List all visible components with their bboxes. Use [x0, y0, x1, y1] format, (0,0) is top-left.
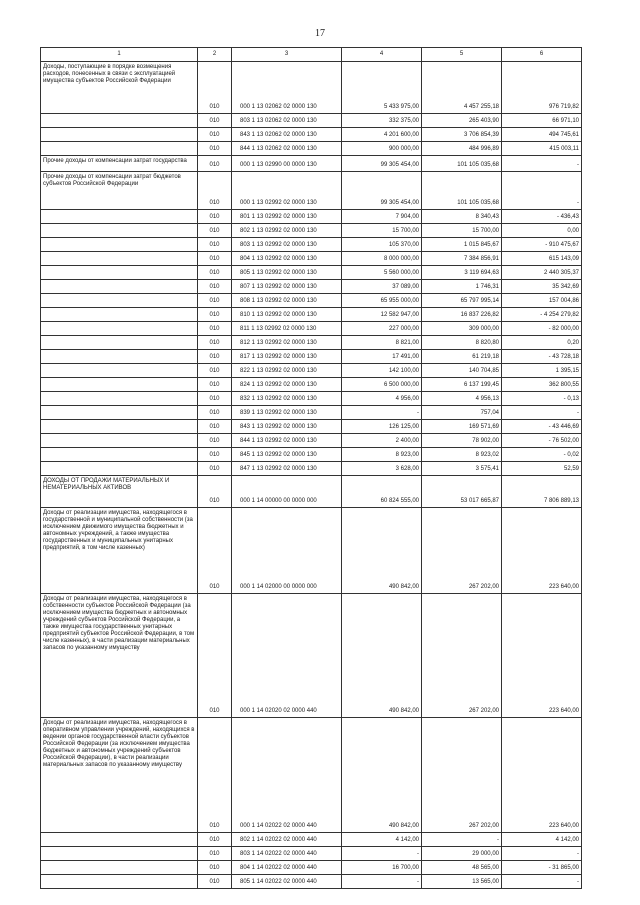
- row-approved: 17 491,00: [342, 350, 422, 364]
- row-approved: -: [342, 875, 422, 889]
- row-name: [41, 308, 198, 322]
- row-code: 010: [198, 462, 232, 476]
- row-unexecuted: 157 004,86: [502, 294, 582, 308]
- table-row: [41, 252, 582, 266]
- row-approved: 4 956,00: [342, 392, 422, 406]
- row-kbk: 000 1 14 02000 00 0000 000: [232, 508, 342, 594]
- row-name: [41, 847, 198, 861]
- row-kbk: 000 1 13 02990 00 0000 130: [232, 156, 342, 172]
- row-approved: 490 842,00: [342, 508, 422, 594]
- row-name: [41, 336, 198, 350]
- column-number-row: [41, 48, 582, 62]
- row-name: [41, 378, 198, 392]
- row-name: Прочие доходы от компенсации затрат бюджетов субъектов Российской Федерации: [41, 172, 198, 210]
- row-approved: 227 000,00: [342, 322, 422, 336]
- row-name: [41, 266, 198, 280]
- table-row: [41, 62, 582, 114]
- table-row: [41, 847, 582, 861]
- row-name: [41, 833, 198, 847]
- row-kbk: 000 1 13 02062 02 0000 130: [232, 62, 342, 114]
- row-code: 010: [198, 172, 232, 210]
- table-row: [41, 350, 582, 364]
- row-unexecuted: - 0,13: [502, 392, 582, 406]
- row-unexecuted: 223 640,00: [502, 718, 582, 833]
- row-executed: 757,04: [422, 406, 502, 420]
- row-code: 010: [198, 252, 232, 266]
- table-row: [41, 308, 582, 322]
- row-approved: 142 100,00: [342, 364, 422, 378]
- row-kbk: 843 1 13 02062 02 0000 130: [232, 128, 342, 142]
- page-number: 17: [315, 28, 325, 39]
- table-row: [41, 156, 582, 172]
- table-row: [41, 476, 582, 508]
- row-unexecuted: 415 003,11: [502, 142, 582, 156]
- row-kbk: 802 1 13 02992 02 0000 130: [232, 224, 342, 238]
- row-code: 010: [198, 594, 232, 718]
- row-kbk: 845 1 13 02992 02 0000 130: [232, 448, 342, 462]
- row-kbk: 000 1 14 02020 02 0000 440: [232, 594, 342, 718]
- table-row: [41, 434, 582, 448]
- row-name: [41, 392, 198, 406]
- row-unexecuted: 615 143,09: [502, 252, 582, 266]
- table-row: [41, 114, 582, 128]
- row-code: 010: [198, 420, 232, 434]
- row-approved: 2 400,00: [342, 434, 422, 448]
- row-unexecuted: - 82 000,00: [502, 322, 582, 336]
- row-unexecuted: -: [502, 172, 582, 210]
- row-kbk: 807 1 13 02992 02 0000 130: [232, 280, 342, 294]
- row-code: 010: [198, 847, 232, 861]
- table-row: [41, 508, 582, 594]
- row-executed: 309 000,00: [422, 322, 502, 336]
- row-code: 010: [198, 114, 232, 128]
- table-row: [41, 875, 582, 889]
- row-code: 010: [198, 448, 232, 462]
- row-name: [41, 238, 198, 252]
- row-approved: 4 142,00: [342, 833, 422, 847]
- row-executed: 1 015 845,67: [422, 238, 502, 252]
- row-approved: -: [342, 847, 422, 861]
- row-approved: 3 628,00: [342, 462, 422, 476]
- row-kbk: 803 1 14 02022 02 0000 440: [232, 847, 342, 861]
- table-row: [41, 378, 582, 392]
- row-code: 010: [198, 62, 232, 114]
- row-unexecuted: 223 640,00: [502, 594, 582, 718]
- row-executed: 8 340,43: [422, 210, 502, 224]
- table-row: [41, 336, 582, 350]
- column-header: 6: [502, 48, 582, 62]
- table-row: [41, 833, 582, 847]
- row-executed: 3 575,41: [422, 462, 502, 476]
- row-kbk: 843 1 13 02992 02 0000 130: [232, 420, 342, 434]
- table-row: [41, 210, 582, 224]
- row-approved: 12 582 947,00: [342, 308, 422, 322]
- row-approved: 8 000 000,00: [342, 252, 422, 266]
- row-kbk: 844 1 13 02062 02 0000 130: [232, 142, 342, 156]
- column-header: 1: [41, 48, 198, 62]
- row-unexecuted: 52,59: [502, 462, 582, 476]
- column-header: 3: [232, 48, 342, 62]
- row-unexecuted: 223 640,00: [502, 508, 582, 594]
- row-executed: 140 704,85: [422, 364, 502, 378]
- table-row: [41, 266, 582, 280]
- row-kbk: 810 1 13 02992 02 0000 130: [232, 308, 342, 322]
- table-row: [41, 128, 582, 142]
- table-row: [41, 224, 582, 238]
- row-unexecuted: - 4 254 279,82: [502, 308, 582, 322]
- row-unexecuted: -: [502, 875, 582, 889]
- row-approved: 99 305 454,00: [342, 172, 422, 210]
- row-code: 010: [198, 294, 232, 308]
- row-name: [41, 114, 198, 128]
- row-executed: 13 565,00: [422, 875, 502, 889]
- row-name: [41, 434, 198, 448]
- row-executed: 53 017 665,87: [422, 476, 502, 508]
- row-code: 010: [198, 224, 232, 238]
- row-code: 010: [198, 833, 232, 847]
- row-code: 010: [198, 508, 232, 594]
- row-kbk: 832 1 13 02992 02 0000 130: [232, 392, 342, 406]
- table-row: [41, 142, 582, 156]
- row-approved: 105 370,00: [342, 238, 422, 252]
- table-row: [41, 462, 582, 476]
- table-row: [41, 861, 582, 875]
- row-name: Прочие доходы от компенсации затрат государства: [41, 156, 198, 172]
- row-unexecuted: 0,20: [502, 336, 582, 350]
- row-kbk: 802 1 14 02022 02 0000 440: [232, 833, 342, 847]
- row-code: 010: [198, 266, 232, 280]
- row-name: Доходы от реализации имущества, находящегося в собственности субъектов Российской Федерации (за исключением имущества бюджетных и автономных учреждений субъектов Российской Федерации, а также имущества государственных унитарных предприятий субъектов Российской Федерации, в том числе казенных), в части реализации материальных запасов по указанному имуществу: [41, 594, 198, 718]
- row-approved: 490 842,00: [342, 718, 422, 833]
- row-unexecuted: - 76 502,00: [502, 434, 582, 448]
- row-code: 010: [198, 476, 232, 508]
- row-approved: 900 000,00: [342, 142, 422, 156]
- row-name: [41, 142, 198, 156]
- row-kbk: 808 1 13 02992 02 0000 130: [232, 294, 342, 308]
- row-executed: 267 202,00: [422, 718, 502, 833]
- table-row: [41, 238, 582, 252]
- table-row: [41, 420, 582, 434]
- row-name: [41, 462, 198, 476]
- row-name: [41, 322, 198, 336]
- row-code: 010: [198, 210, 232, 224]
- row-approved: 332 375,00: [342, 114, 422, 128]
- row-name: [41, 224, 198, 238]
- row-executed: 4 956,13: [422, 392, 502, 406]
- row-executed: 61 219,18: [422, 350, 502, 364]
- row-kbk: 811 1 13 02992 02 0000 130: [232, 322, 342, 336]
- row-executed: 3 119 694,63: [422, 266, 502, 280]
- row-kbk: 824 1 13 02992 02 0000 130: [232, 378, 342, 392]
- table-row: [41, 406, 582, 420]
- table-body: [41, 48, 582, 889]
- row-executed: 267 202,00: [422, 508, 502, 594]
- row-unexecuted: 1 395,15: [502, 364, 582, 378]
- row-code: 010: [198, 336, 232, 350]
- row-name: [41, 210, 198, 224]
- row-executed: 48 565,00: [422, 861, 502, 875]
- row-approved: 490 842,00: [342, 594, 422, 718]
- row-name: [41, 128, 198, 142]
- row-name: [41, 406, 198, 420]
- row-unexecuted: -: [502, 406, 582, 420]
- row-kbk: 803 1 13 02992 02 0000 130: [232, 238, 342, 252]
- row-unexecuted: 362 800,55: [502, 378, 582, 392]
- table-row: [41, 364, 582, 378]
- row-unexecuted: -: [502, 847, 582, 861]
- row-executed: 65 797 995,14: [422, 294, 502, 308]
- row-unexecuted: 494 745,61: [502, 128, 582, 142]
- row-unexecuted: - 43 446,69: [502, 420, 582, 434]
- row-name: [41, 364, 198, 378]
- row-code: 010: [198, 378, 232, 392]
- row-code: 010: [198, 406, 232, 420]
- row-kbk: 803 1 13 02062 02 0000 130: [232, 114, 342, 128]
- row-kbk: 805 1 14 02022 02 0000 440: [232, 875, 342, 889]
- row-executed: 78 902,00: [422, 434, 502, 448]
- row-kbk: 847 1 13 02992 02 0000 130: [232, 462, 342, 476]
- row-approved: 16 700,00: [342, 861, 422, 875]
- table-row: [41, 718, 582, 833]
- row-executed: 8 820,80: [422, 336, 502, 350]
- row-unexecuted: 35 342,69: [502, 280, 582, 294]
- row-unexecuted: - 436,43: [502, 210, 582, 224]
- row-code: 010: [198, 156, 232, 172]
- row-executed: 267 202,00: [422, 594, 502, 718]
- row-approved: 5 560 000,00: [342, 266, 422, 280]
- row-executed: 4 457 255,18: [422, 62, 502, 114]
- row-code: 010: [198, 718, 232, 833]
- row-name: ДОХОДЫ ОТ ПРОДАЖИ МАТЕРИАЛЬНЫХ И НЕМАТЕРИАЛЬНЫХ АКТИВОВ: [41, 476, 198, 508]
- row-unexecuted: - 910 475,67: [502, 238, 582, 252]
- row-approved: 99 305 454,00: [342, 156, 422, 172]
- row-code: 010: [198, 142, 232, 156]
- row-approved: 4 201 600,00: [342, 128, 422, 142]
- row-kbk: 000 1 14 02022 02 0000 440: [232, 718, 342, 833]
- row-name: [41, 252, 198, 266]
- row-kbk: 804 1 14 02022 02 0000 440: [232, 861, 342, 875]
- row-unexecuted: -: [502, 156, 582, 172]
- row-name: Доходы, поступающие в порядке возмещения расходов, понесенных в связи с эксплуатацией имущества субъектов Российской Федерации: [41, 62, 198, 114]
- row-unexecuted: 66 971,10: [502, 114, 582, 128]
- table-row: [41, 322, 582, 336]
- row-kbk: 812 1 13 02992 02 0000 130: [232, 336, 342, 350]
- row-executed: 8 923,02: [422, 448, 502, 462]
- row-approved: 6 500 000,00: [342, 378, 422, 392]
- row-unexecuted: - 0,02: [502, 448, 582, 462]
- row-executed: 1 746,31: [422, 280, 502, 294]
- row-executed: 7 384 856,91: [422, 252, 502, 266]
- row-code: 010: [198, 861, 232, 875]
- column-header: 5: [422, 48, 502, 62]
- table-row: [41, 172, 582, 210]
- row-executed: 484 996,89: [422, 142, 502, 156]
- row-name: [41, 875, 198, 889]
- column-header: 4: [342, 48, 422, 62]
- row-kbk: 801 1 13 02992 02 0000 130: [232, 210, 342, 224]
- row-approved: 8 923,00: [342, 448, 422, 462]
- table-row: [41, 280, 582, 294]
- row-code: 010: [198, 392, 232, 406]
- row-unexecuted: - 31 865,00: [502, 861, 582, 875]
- row-executed: 29 000,00: [422, 847, 502, 861]
- row-kbk: 000 1 13 02992 02 0000 130: [232, 172, 342, 210]
- row-approved: 15 700,00: [342, 224, 422, 238]
- row-kbk: 804 1 13 02992 02 0000 130: [232, 252, 342, 266]
- row-executed: 101 105 035,68: [422, 156, 502, 172]
- row-code: 010: [198, 322, 232, 336]
- row-code: 010: [198, 364, 232, 378]
- row-name: [41, 861, 198, 875]
- row-unexecuted: 4 142,00: [502, 833, 582, 847]
- row-code: 010: [198, 128, 232, 142]
- row-code: 010: [198, 434, 232, 448]
- row-unexecuted: - 43 728,18: [502, 350, 582, 364]
- row-name: Доходы от реализации имущества, находящегося в оперативном управлении учреждений, находящихся в ведении органов государственной власти субъектов Российской Федерации (за исключением имущества бюджетных и автономных учреждений субъектов Российской Федерации), в части реализации материальных запасов по указанному имуществу: [41, 718, 198, 833]
- row-executed: 3 706 854,39: [422, 128, 502, 142]
- row-executed: 15 700,00: [422, 224, 502, 238]
- row-name: [41, 420, 198, 434]
- row-kbk: 839 1 13 02992 02 0000 130: [232, 406, 342, 420]
- table-row: [41, 448, 582, 462]
- table-row: [41, 594, 582, 718]
- row-kbk: 817 1 13 02992 02 0000 130: [232, 350, 342, 364]
- row-kbk: 822 1 13 02992 02 0000 130: [232, 364, 342, 378]
- row-name: Доходы от реализации имущества, находящегося в государственной и муниципальной собственности (за исключением движимого имущества бюджетных и автономных учреждений, а также имущества государственных и муниципальных унитарных предприятий, в том числе казенных): [41, 508, 198, 594]
- row-executed: 16 837 226,82: [422, 308, 502, 322]
- row-name: [41, 350, 198, 364]
- row-executed: 101 105 035,68: [422, 172, 502, 210]
- row-executed: 6 137 199,45: [422, 378, 502, 392]
- row-unexecuted: 0,00: [502, 224, 582, 238]
- row-approved: 126 125,00: [342, 420, 422, 434]
- row-executed: 265 403,90: [422, 114, 502, 128]
- column-header: 2: [198, 48, 232, 62]
- budget-revenue-table: [40, 47, 582, 889]
- row-approved: 65 955 000,00: [342, 294, 422, 308]
- row-unexecuted: 2 440 305,37: [502, 266, 582, 280]
- row-code: 010: [198, 350, 232, 364]
- row-approved: 60 824 555,00: [342, 476, 422, 508]
- row-kbk: 805 1 13 02992 02 0000 130: [232, 266, 342, 280]
- table-row: [41, 392, 582, 406]
- row-kbk: 000 1 14 00000 00 0000 000: [232, 476, 342, 508]
- row-executed: -: [422, 833, 502, 847]
- row-unexecuted: 7 806 889,13: [502, 476, 582, 508]
- row-unexecuted: 976 719,82: [502, 62, 582, 114]
- row-approved: -: [342, 406, 422, 420]
- row-name: [41, 448, 198, 462]
- row-code: 010: [198, 308, 232, 322]
- table-row: [41, 294, 582, 308]
- row-code: 010: [198, 875, 232, 889]
- row-name: [41, 294, 198, 308]
- row-executed: 169 571,69: [422, 420, 502, 434]
- row-approved: 7 904,00: [342, 210, 422, 224]
- row-name: [41, 280, 198, 294]
- row-approved: 5 433 975,00: [342, 62, 422, 114]
- row-kbk: 844 1 13 02992 02 0000 130: [232, 434, 342, 448]
- row-approved: 8 821,00: [342, 336, 422, 350]
- row-approved: 37 089,00: [342, 280, 422, 294]
- row-code: 010: [198, 280, 232, 294]
- row-code: 010: [198, 238, 232, 252]
